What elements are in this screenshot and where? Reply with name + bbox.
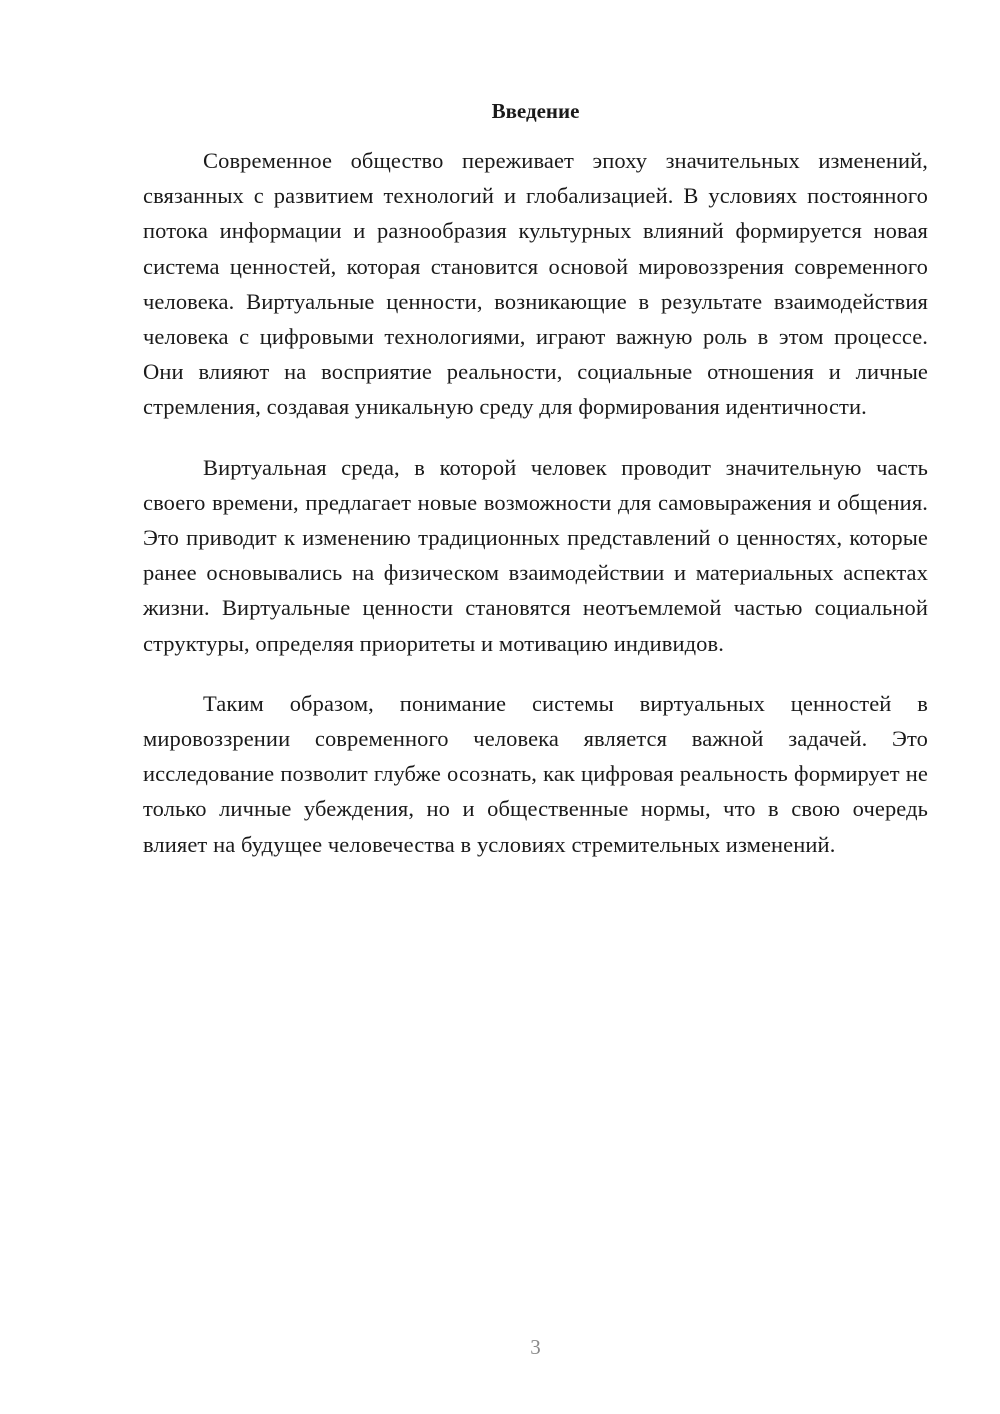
body-text: [143, 143, 928, 887]
paragraph-2: Виртуальная среда, в которой человек проводит значительную часть своего времени, предлагает новые возможности для самовыражения и общения. Это приводит к изменению традиционных представлений о ценностях, которые ранее основывались на физическом взаимодействии и материальных аспектах жизни. Виртуальные ценности становятся неотъемлемой частью социальной структуры, определяя приоритеты и мотивацию индивидов.: [143, 454, 928, 656]
section-heading: Введение: [491, 99, 580, 123]
paragraph-1: Современное общество переживает эпоху значительных изменений, связанных с развитием технологий и глобализацией. В условиях постоянного потока информации и разнообразия культурных влияний формируется новая система ценностей, которая становится основой мировоззрения современного человека. Виртуальные ценности, возникающие в результате взаимодействия человека с цифровыми технологиями, играют важную роль в этом процессе. Они влияют на восприятие реальности, социальные отношения и личные стремления, создавая уникальную среду для формирования идентичности.: [143, 148, 928, 420]
paragraph-3: Таким образом, понимание системы виртуальных ценностей в мировоззрении современного человека является важной задачей. Это исследование позволит глубже осознать, как цифровая реальность формирует не только личные убеждения, но и общественные нормы, что в свою очередь влияет на будущее человечества в условиях стремительных изменений.: [143, 690, 928, 857]
page-number: 3: [530, 1335, 541, 1359]
